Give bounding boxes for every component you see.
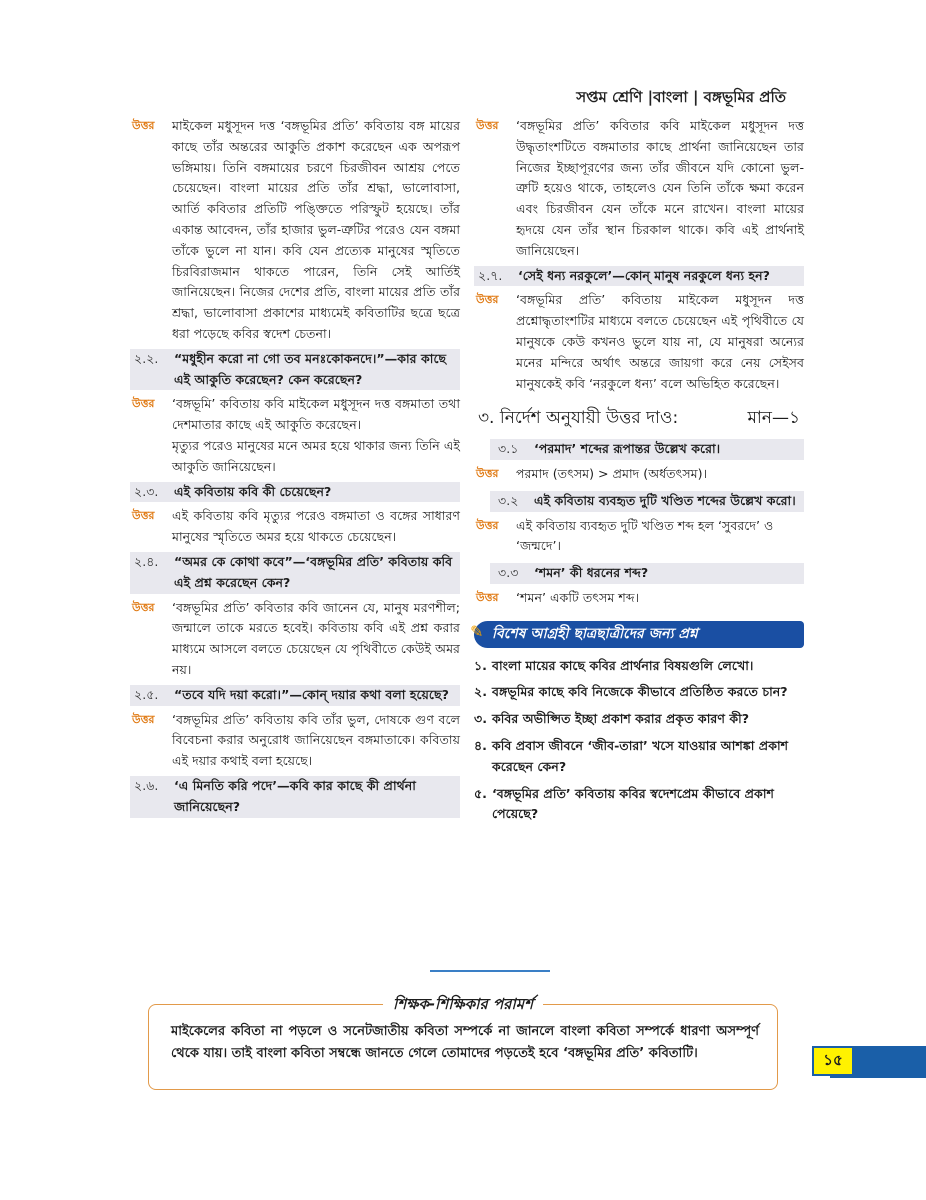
question-text: এই কবিতায় ব্যবহৃত দুটি খণ্ডিত শব্দের উল্লেখ করো। — [534, 492, 796, 508]
banner-title: বিশেষ আগ্রহী ছাত্রছাত্রীদের জন্য প্রশ্ন — [492, 625, 698, 642]
answer-block — [474, 464, 804, 485]
question-row — [130, 685, 460, 706]
answer-badge: উত্তর — [132, 600, 155, 614]
question-text: ‘শমন’ কী ধরনের শব্দ? — [534, 565, 649, 581]
answer-block — [474, 290, 804, 394]
question-number: ২.৪. — [134, 553, 159, 569]
question-row — [490, 439, 804, 460]
teacher-advice-box — [148, 995, 778, 1090]
question-text: ‘পরমাদ’ শব্দের রূপান্তর উল্লেখ করো। — [534, 441, 721, 457]
left-column — [130, 116, 460, 822]
question-text: ‘সেই ধন্য নরকুলে’—কোন্ মানুষ নরকুলে ধন্য হন? — [518, 267, 770, 283]
practice-text: কবির অভীপ্সিত ইচ্ছা প্রকাশ করার প্রকৃত কারণ কী? — [492, 711, 750, 727]
practice-text: বঙ্গভূমির কাছে কবি নিজেকে কীভাবে প্রতিষ্ঠিত করতে চান? — [492, 684, 788, 700]
practice-number: ৪. — [474, 737, 487, 753]
advice-title: শিক্ষক-শিক্ষিকার পরামর্শ — [383, 993, 543, 1015]
answer-text: ‘বঙ্গভূমির প্রতি’ কবিতায় মাইকেল মধুসূদন দত্ত প্রশ্নোদ্ধৃতাংশটির মাধ্যমে বলতে চেয়েছেন এই পৃথিবীতে যে মানুষকে কেউ কখনও ভুলে যায় না, যে মানুষরা অন্যের মনের মন্দিরে অর্থাৎ অন্তরে জায়গা করে নেয় সেইসব মানুষকেই কবি ‘নরকুলে ধন্য’ বলে অভিহিত করেছেন। — [516, 292, 804, 391]
practice-question — [474, 656, 804, 677]
answer-badge: উত্তর — [132, 509, 155, 523]
practice-question — [474, 682, 804, 703]
page-header: সপ্তম শ্রেণি |বাংলা | বঙ্গভূমির প্রতি — [576, 88, 786, 106]
answer-block — [130, 506, 460, 548]
question-number: ২.৭. — [478, 267, 503, 283]
page-number: ১৫ — [812, 1046, 854, 1076]
answer-text: ‘বঙ্গভূমির প্রতি’ কবিতার কবি জানেন যে, মানুষ মরণশীল; জন্মালে তাকে মরতে হবেই। কবিতায় কবি এই প্রশ্ন করার মাধ্যমে আসলে বলতে চেয়েছেন যে পৃথিবীতে কেউই অমর নয়। — [172, 599, 460, 677]
practice-question — [474, 736, 804, 778]
answer-badge: উত্তর — [132, 119, 155, 132]
practice-number: ৫. — [474, 785, 487, 801]
question-row — [130, 552, 460, 594]
answer-text: মাইকেল মধুসূদন দত্ত ‘বঙ্গভূমির প্রতি’ কবিতায় বঙ্গ মায়ের কাছে তাঁর অন্তরের আকুতি প্রকাশ করেছেন এক অপরূপ ভঙ্গিমায়। তিনি বঙ্গমায়ের চরণে চিরজীবন আশ্রয় পেতে চেয়েছেন। বাংলা মায়ের প্রতি তাঁর শ্রদ্ধা, ভালোবাসা, আর্তি কবিতার প্রতিটি পঙ্ক্তিতে পরিস্ফুট হয়েছে। তাঁর একান্ত আবেদন, তাঁর হাজার ভুল-ত্রুটির পরেও যেন বঙ্গমা তাঁকে ভুলে না যান। কবি যেন প্রত্যেক মানুষের স্মৃতিতে চিরবিরাজমান থাকতে পারেন, তিনি সেই আর্তিই জানিয়েছেন। নিজের দেশের প্রতি, বাংলা মায়ের প্রতি তাঁর শ্রদ্ধা, ভালোবাসা প্রকাশের মাধ্যমেই কবিতাটির ছত্রে ছত্রে ধরা পড়েছে কবির স্বদেশ চেতনা। — [172, 118, 460, 341]
question-text: “তবে যদি দয়া করো।”—কোন্ দয়ার কথা বলা হয়েছে? — [174, 686, 449, 702]
answer-block — [130, 710, 460, 772]
question-row — [490, 563, 804, 584]
question-text: ‘এ মিনতি করি পদে’—কবি কার কাছে কী প্রার্থনা জানিয়েছেন? — [174, 777, 416, 814]
question-text: “অমর কে কোথা কবে”—‘বঙ্গভূমির প্রতি’ কবিতায় কবি এই প্রশ্ন করেছেন কেন? — [174, 553, 453, 590]
answer-badge: উত্তর — [476, 518, 499, 532]
answer-badge: উত্তর — [132, 712, 155, 726]
section-title: ৩. নির্দেশ অনুযায়ী উত্তর দাও: — [478, 408, 679, 429]
answer-block — [474, 588, 804, 609]
answer-text: মৃত্যুর পরেও মানুষের মনে অমর হয়ে থাকার জন্য তিনি এই আকুতি জানিয়েছেন। — [172, 437, 460, 474]
answer-block — [130, 394, 460, 477]
practice-text: বাংলা মায়ের কাছে কবির প্রার্থনার বিষয়গুলি লেখো। — [492, 657, 754, 673]
pen-icon: ✎ — [470, 621, 484, 641]
answer-badge: উত্তর — [476, 119, 499, 132]
answer-badge: উত্তর — [476, 590, 499, 604]
practice-number: ২. — [474, 684, 487, 700]
practice-text: কবি প্রবাস জীবনে ‘জীব-তারা’ খসে যাওয়ার আশঙ্কা প্রকাশ করেছেন কেন? — [492, 737, 789, 774]
question-number: ২.২. — [134, 350, 159, 366]
question-row — [474, 266, 804, 287]
answer-block — [474, 116, 804, 262]
answer-block — [130, 116, 460, 345]
answer-badge: উত্তর — [132, 397, 155, 411]
question-row — [130, 349, 460, 391]
answer-text: ‘বঙ্গভূমির প্রতি’ কবিতার কবি মাইকেল মধুসূদন দত্ত উদ্ধৃতাংশটিতে বঙ্গমাতার কাছে প্রার্থনা জানিয়েছেন তার নিজের ইচ্ছাপূরণের জন্য তাঁর জীবনে যদি কোনো ভুল-ত্রুটি হয়েও থাকে, তাহলেও যেন তিনি তাঁকে ক্ষমা করেন এবং চিরজীবন যেন তাঁকে মনে রাখেন। বাংলা মায়ের হৃদয়ে যেন তাঁর স্থান চিরকাল থাকে। কবি এই প্রার্থনাই জানিয়েছেন। — [516, 118, 804, 258]
answer-text: এই কবিতায় কবি মৃত্যুর পরেও বঙ্গমাতা ও বঙ্গের সাধারণ মানুষের স্মৃতিতে অমর হয়ে থাকতে চেয়েছেন। — [172, 508, 460, 545]
section-marks: মান—১ — [747, 408, 800, 429]
question-number: ৩.২ — [498, 492, 519, 508]
question-text: এই কবিতায় কবি কী চেয়েছেন? — [174, 483, 332, 499]
question-number: ৩.১ — [498, 441, 519, 457]
answer-text: ‘বঙ্গভূমি’ কবিতায় কবি মাইকেল মধুসূদন দত্ত বঙ্গমাতা তথা দেশমাতার কাছে এই আকুতি করেছেন। — [172, 396, 460, 433]
answer-text: এই কবিতায় ব্যবহৃত দুটি খণ্ডিত শব্দ হল ‘সুবরদে’ ও ‘জন্মদে’। — [516, 517, 774, 554]
question-row — [130, 482, 460, 503]
practice-number: ৩. — [474, 711, 487, 727]
question-text: “মধুহীন করো না গো তব মনঃকোকনদে।”—কার কাছে এই আকুতি করেছেন? কেন করেছেন? — [174, 350, 447, 387]
answer-badge: উত্তর — [476, 293, 499, 307]
answer-block — [130, 598, 460, 681]
advice-text: মাইকেলের কবিতা না পড়লে ও সনেটজাতীয় কবিতা সম্পর্কে না জানলে বাংলা কবিতা সম্পর্কে ধারণা অসম্পূর্ণ থেকে যায়। তাই বাংলা কবিতা সম্বন্ধে জানতে গেলে তোমাদের পড়তেই হবে ‘বঙ্গভূমির প্রতি’ কবিতাটি। — [171, 1024, 759, 1061]
question-number: ২.৩. — [134, 483, 159, 499]
right-column — [470, 116, 804, 831]
answer-badge: উত্তর — [476, 466, 499, 480]
practice-banner — [470, 621, 804, 648]
practice-question — [474, 784, 804, 826]
answer-text: ‘বঙ্গভূমির প্রতি’ কবিতায় কবি তাঁর ভুল, দোষকে গুণ বলে বিবেচনা করার অনুরোধ জানিয়েছেন বঙ্গমাতাকে। কবিতায় এই দয়ার কথাই বলা হয়েছে। — [172, 711, 460, 769]
question-row — [130, 776, 460, 818]
question-number: ৩.৩ — [498, 565, 519, 581]
answer-text: পরমাদ (তৎসম) > প্রমাদ (অর্ধতৎসম)। — [516, 465, 708, 481]
practice-question — [474, 709, 804, 730]
answer-block — [474, 516, 804, 558]
practice-text: ‘বঙ্গভূমির প্রতি’ কবিতায় কবির স্বদেশপ্রেম কীভাবে প্রকাশ পেয়েছে? — [492, 785, 774, 822]
question-number: ২.৫. — [134, 686, 159, 702]
section-heading — [474, 408, 804, 429]
practice-number: ১. — [474, 657, 487, 673]
answer-text: ‘শমন’ একটি তৎসম শব্দ। — [516, 589, 640, 605]
divider — [430, 970, 550, 972]
question-number: ২.৬. — [134, 777, 159, 793]
question-row — [490, 491, 804, 512]
